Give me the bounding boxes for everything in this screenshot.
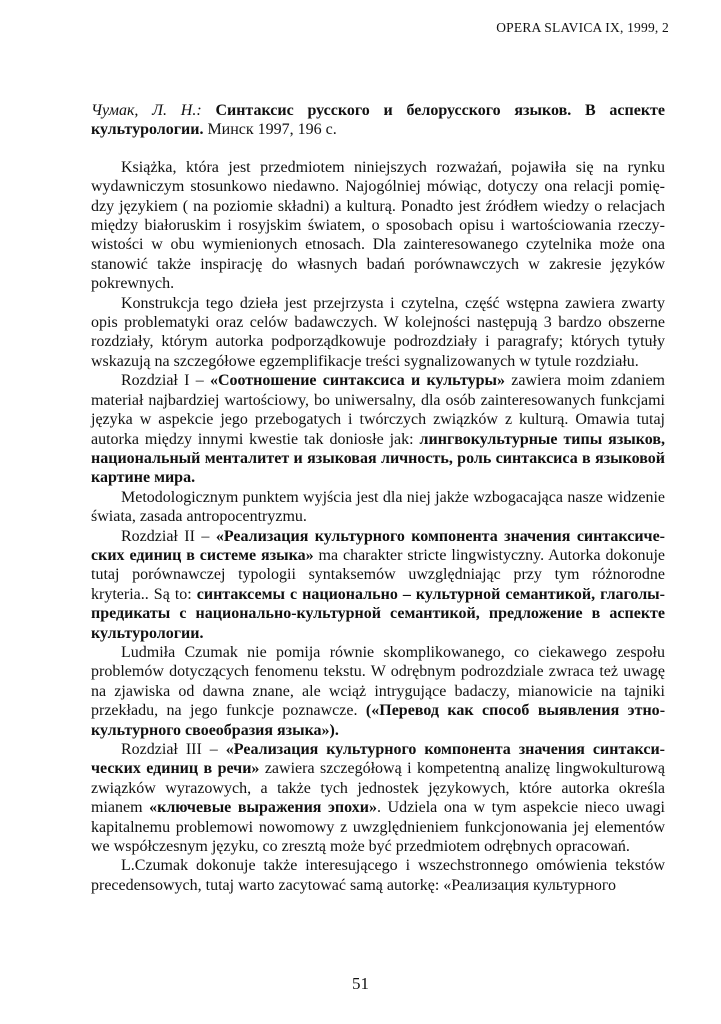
paragraph <box>91 740 665 856</box>
paragraph-text: . Udziela ona w tym aspekcie nieco uwagi kapitalnemu problemowi nowomowy z uwzględnieniem funkcjonowania jej elementów we współczesnym języku, co zresztą może być przedmiotem odrębnych opracowań. <box>91 799 665 856</box>
running-header: OPERA SLAVICA IX, 1999, 2 <box>496 20 669 35</box>
citation-title: Синтаксис русского и белорусского языков. В аспекте культурологии. <box>91 102 666 139</box>
paragraph <box>91 527 665 643</box>
paragraph-text: zawiera szczegółową i kompetentną analizę lingwokulturową związków wyrazowych, a także tych jednostek językowych, które autorka określa mianem <box>91 760 666 817</box>
paragraph: L.Czumak dokonuje także interesującego i wszechstronnego omówienia tekstów precedensowych, tutaj warto zacytować samą autorkę: «Реализация культурного <box>91 857 665 894</box>
citation <box>91 101 665 140</box>
paragraph-text: ma charakter stricte lingwistyczny. Autorka dokonuje tutaj porównawczej typologii syntaksemów uwzględniając przy tym różnorodne kryteria.. Są to: <box>91 546 666 603</box>
paragraph: Książka, która jest przedmiotem niniejszych rozważań, pojawiła się na rynku wydawniczym stosunkowo niedawno. Najogólniej mówiąc, dotyczy ona relacji pomiędzy językiem ( na poziomie składni) a kulturą. Ponadto jest źródłem wiedzy o relacjach między białoruskim i rosyjskim światem, o sposobach opisu i wartościowania rzeczywistości w obu wymienionych etnosach. Dla zainteresowanego czytelnika może ona stanowić także inspirację do własnych badań porównawczych w zakresie języków pokrewnych. <box>91 158 665 293</box>
paragraph-text: Rozdział I – <box>121 372 210 390</box>
citation-publication: Минск 1997, 196 с. <box>207 121 337 139</box>
paragraph-text: Rozdział III – <box>121 741 226 758</box>
paragraph-text: Rozdział II – <box>121 527 216 545</box>
paragraph: Konstrukcja tego dzieła jest przejrzysta i czytelna, część wstępna zawiera zwarty opis problematyki oraz celów badawczych. W kolejności następują 3 bardzo obszerne rozdziały, którym autorka podporządkowuje podrozdziały i paragrafy; których tytuły wskazują na szczegółowe egzemplifikacje treści sygnalizowanych w tytule rozdziału. <box>91 294 665 370</box>
chapter-title: «Реализация культурного компонента значения синтаксических единиц в системе языка» <box>91 527 665 564</box>
paragraph-text: Ludmiła Czumak nie pomija równie skomplikowanego, co ciekawego zespołu problemów dotyczących fenomenu tekstu. W odrębnym podrozdziale zwraca też uwagę na zjawiska od dawna znane, ale wciąż intrygujące badaczy, mianowicie na tajniki przekładu, na jego funkcje poznawcze. <box>91 643 665 720</box>
bold-term: («Перевод как способ выявления этнокультурного своеобразия языка»). <box>91 702 666 739</box>
bold-term: лингвокультурные типы языков, национальный менталитет и языковая личность, роль синтаксиса в языковой картине мира. <box>91 430 665 487</box>
paragraph <box>91 371 665 487</box>
citation-author: Чумак, Л. Н.: <box>91 102 202 119</box>
review-body <box>91 101 665 895</box>
bold-term: синтаксемы с национально – культурной семантикой, глаголы-предикаты с национально-культурной семантикой, предложение в аспекте культурологии. <box>91 585 665 642</box>
page-number: 51 <box>352 974 369 993</box>
chapter-title: «Реализация культурного компонента значения синтаксических единиц в речи» <box>91 741 665 778</box>
paragraph: Metodologicznym punktem wyjścia jest dla niej jakże wzbogacająca nasze widzenie świata, zasada antropocentryzmu. <box>91 488 665 526</box>
paragraph-text: zawiera moim zdaniem materiał najbardziej wartościowy, bo uniwersalny, dla osób zainteresowanych funkcjami języka w aspekcie jego przebogatych i twórczych związków z kulturą. Omawia tutaj autorka między innymi kwestie tak doniosłe jak: <box>91 372 665 448</box>
paragraph <box>91 643 665 740</box>
bold-term: «ключевые выражения эпохи» <box>149 799 377 817</box>
chapter-title: «Соотношение синтаксиса и культуры» <box>209 372 505 390</box>
